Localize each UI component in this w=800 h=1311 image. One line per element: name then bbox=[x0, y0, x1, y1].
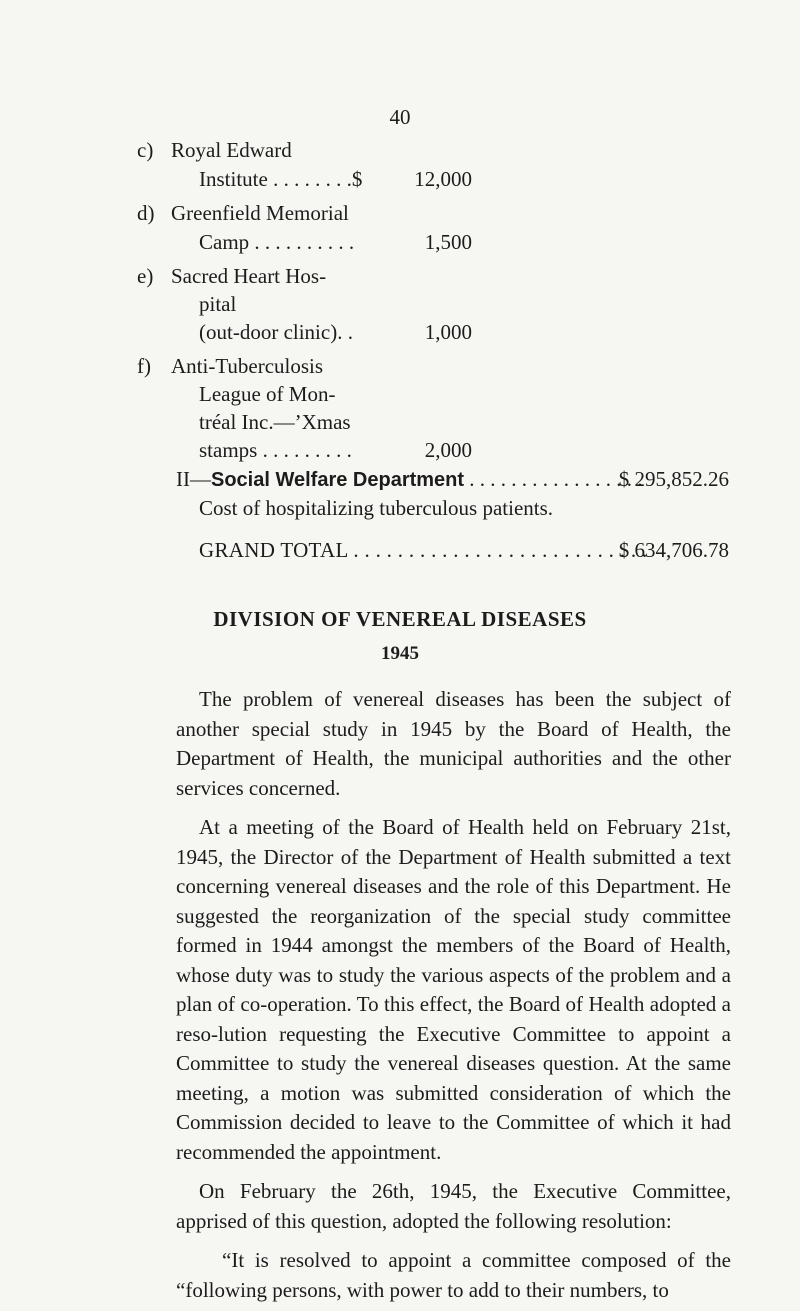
paragraph: At a meeting of the Board of Health held on February 21st, 1945, the Director of the Department of Health submitted a text concerning venereal diseases and the role of this Department. He suggested the reorganization of the special study committee formed in 1944 amongst the members of the Board of Health, whose duty was to study the various aspects of the problem and a plan of co-operation. To this effect, the Board of Health adopted a reso-lution requesting the Executive Committee to appoint a Committee to study the venereal diseases question. At the same meeting, a motion was submitted consideration of which the Commission decided to leave to the Committee of which it had recommended the appointment. bbox=[176, 815, 731, 1164]
quoted-resolution: “It is resolved to appoint a committee composed of the “following persons, with power to add to their numbers, to bbox=[176, 1248, 731, 1302]
division-heading: DIVISION OF VENEREAL DISEASES bbox=[213, 607, 587, 631]
item-letter: c) bbox=[137, 138, 154, 162]
item-line: Royal Edward bbox=[171, 138, 292, 162]
item-amount: 2,000 bbox=[424, 438, 472, 462]
section-prefix: II— bbox=[176, 467, 211, 491]
section-dots: . . . . . . . . . . . . . . . . . bbox=[464, 467, 643, 491]
division-year: 1945 bbox=[381, 643, 419, 664]
item-line: Sacred Heart Hos- bbox=[171, 264, 327, 288]
item-line: pital bbox=[199, 292, 237, 316]
body-text bbox=[176, 685, 731, 1305]
item-amount: 1,000 bbox=[424, 320, 472, 344]
section-amount: $ 295,852.26 bbox=[618, 467, 729, 491]
item-line: (out-door clinic). . bbox=[199, 320, 353, 344]
item-letter: e) bbox=[137, 264, 154, 288]
item-letter: f) bbox=[137, 354, 151, 378]
item-line: stamps . . . . . . . . . bbox=[199, 438, 352, 462]
section-note: Cost of hospitalizing tuberculous patients. bbox=[199, 496, 554, 520]
item-amount: 1,500 bbox=[424, 230, 472, 254]
paragraph: On February the 26th, 1945, the Executive Committee, apprised of this question, adopted the following resolution: bbox=[176, 1179, 731, 1233]
page-number: 40 bbox=[389, 105, 411, 129]
item-line: tréal Inc.—’Xmas bbox=[199, 410, 351, 434]
section-name: Social Welfare Department bbox=[211, 469, 465, 491]
item-letter: d) bbox=[137, 201, 155, 225]
item-line: League of Mon- bbox=[199, 382, 336, 406]
item-line: Institute . . . . . . . .$ bbox=[199, 167, 363, 191]
grand-total-amount: $ 634,706.78 bbox=[618, 538, 729, 562]
paragraph: The problem of venereal diseases has been the subject of another special study in 1945 by the Board of Health, the Department of Health, the municipal authorities and the other services concerned. bbox=[176, 687, 731, 800]
item-line: Camp . . . . . . . . . . bbox=[199, 230, 355, 254]
item-line: Greenfield Memorial bbox=[171, 201, 349, 225]
item-line: Anti-Tuberculosis bbox=[171, 354, 324, 378]
item-amount: 12,000 bbox=[414, 167, 472, 191]
grand-total-label: GRAND TOTAL . . . . . . . . . . . . . . . . . . . . . . . . . . . bbox=[199, 538, 648, 562]
section-title bbox=[176, 466, 643, 494]
